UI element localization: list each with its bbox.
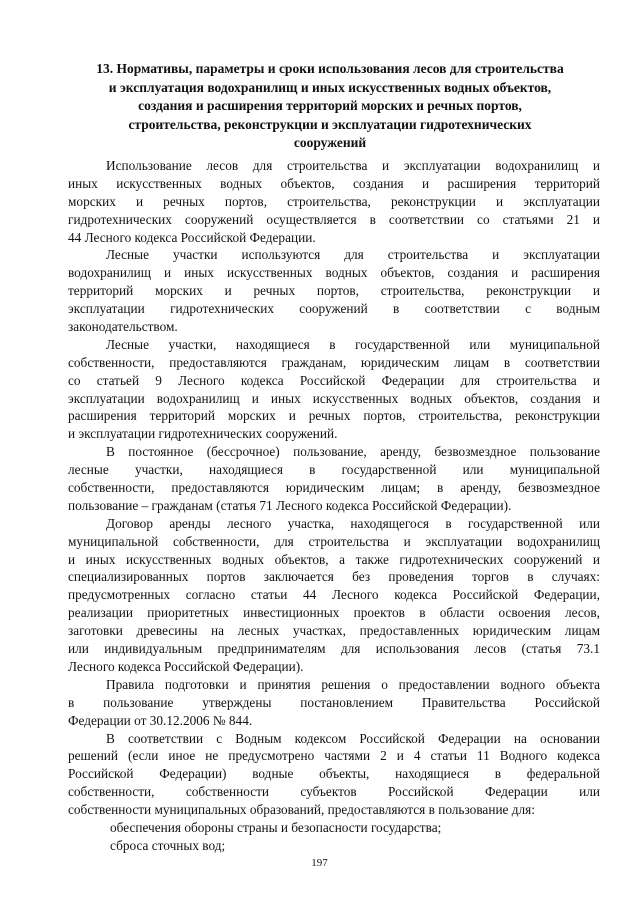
text-line: со статьей 9 Лесного кодекса Российской Федерации для строительства и [68, 372, 600, 388]
text-line: или индивидуальным предпринимателям для использования лесов (статья 73.1 [68, 641, 600, 657]
text-line: пользование – гражданам (статья 71 Лесного кодекса Российской Федерации). [68, 497, 512, 513]
text-line: собственности муниципальных образований, предоставляются в пользование для: [68, 802, 535, 818]
text-line: Договор аренды лесного участка, находящегося в государственной или [106, 515, 600, 531]
text-line: Лесные участки используются для строительства и эксплуатации [106, 247, 600, 263]
body-text [68, 157, 600, 855]
text-line: в пользование утверждены постановлением Правительства Российской [68, 694, 600, 710]
paragraph-4 [68, 443, 600, 515]
paragraph-2 [68, 246, 600, 335]
heading-line: сооружений [293, 135, 367, 150]
text-line: законодательством. [68, 319, 178, 335]
text-line: водохранилищ и иных искусственных водных объектов, создания и расширения [68, 265, 600, 281]
text-line: В соответствии с Водным кодексом Российской Федерации на основании [106, 730, 600, 746]
text-line: реализации приоритетных инвестиционных проектов в области освоения лесов, [68, 605, 600, 621]
text-line: морских и речных портов, строительства, реконструкции и эксплуатации [68, 193, 600, 209]
text-line: Использование лесов для строительства и эксплуатации водохранилищ и [106, 158, 600, 173]
paragraph-7 [68, 730, 600, 819]
section-heading [60, 60, 600, 153]
text-line: Российской Федерации) водные объекты, находящиеся в федеральной [68, 766, 600, 782]
text-line: гидротехнических сооружений осуществляется в соответствии со статьями 21 и [68, 211, 600, 227]
text-line: территорий морских и речных портов, строительства, реконструкции и [68, 283, 600, 299]
heading-line: и эксплуатация водохранилищ и иных искусственных водных объектов, [108, 79, 552, 95]
text-line: собственности, предоставляются юридическим лицам; в аренду, безвозмездное [68, 480, 600, 496]
text-line: 44 Лесного кодекса Российской Федерации. [68, 229, 316, 245]
text-line: решений (если иное не предусмотрено частями 2 и 4 статьи 11 Водного кодекса [68, 748, 600, 764]
text-line: В постоянное (бессрочное) пользование, аренду, безвозмездное пользование [106, 444, 600, 460]
paragraph-5 [68, 515, 600, 676]
text-line: собственности, собственности субъектов Российской Федерации или [68, 784, 600, 800]
heading-line: строительства, реконструкции и эксплуатации гидротехнических [128, 116, 532, 132]
text-line: Правила подготовки и принятия решения о предоставлении водного объекта [106, 676, 600, 692]
heading-line: создания и расширения территорий морских и речных портов, [138, 98, 522, 113]
text-line: лесные участки, находящиеся в государственной или муниципальной [68, 462, 600, 478]
text-line: эксплуатации гидротехнических сооружений в соответствии с водным [68, 301, 600, 317]
text-line: заготовки древесины на лесных участках, предоставленных юридическим лицам [68, 623, 600, 639]
text-line: предусмотренных согласно статьи 44 Лесного кодекса Российской Федерации, [68, 587, 600, 603]
text-line: Лесного кодекса Российской Федерации). [68, 658, 304, 674]
page-number: 197 [311, 857, 328, 869]
text-line: и иных искусственных водных объектов, а также гидротехнических сооружений и [68, 551, 600, 567]
text-line: муниципальной собственности, для строительства и эксплуатации водохранилищ [68, 533, 600, 549]
text-line: иных искусственных водных объектов, создания и расширения территорий [68, 175, 600, 191]
text-line: специализированных портов заключается без проведения торгов в случаях: [68, 569, 600, 585]
paragraph-3 [68, 336, 600, 443]
text-line: Федерации от 30.12.2006 № 844. [68, 712, 253, 728]
paragraph-6 [68, 676, 600, 730]
list-item: обеспечения обороны страны и безопасности государства; [110, 819, 442, 835]
purpose-list [68, 819, 600, 855]
heading-line: 13. Нормативы, параметры и сроки использования лесов для строительства [96, 61, 564, 76]
text-line: расширения территорий морских и речных портов, строительства, реконструкции [68, 408, 600, 424]
text-line: Лесные участки, находящиеся в государственной или муниципальной [106, 336, 600, 352]
text-line: и эксплуатации гидротехнических сооружений. [68, 426, 338, 442]
list-item: сброса сточных вод; [110, 837, 226, 853]
paragraph-1 [68, 157, 600, 246]
text-line: эксплуатации водохранилищ и иных искусственных водных объектов, создания и [68, 390, 600, 406]
text-line: собственности, предоставляются гражданам, юридическим лицам в соответствии [68, 354, 600, 370]
